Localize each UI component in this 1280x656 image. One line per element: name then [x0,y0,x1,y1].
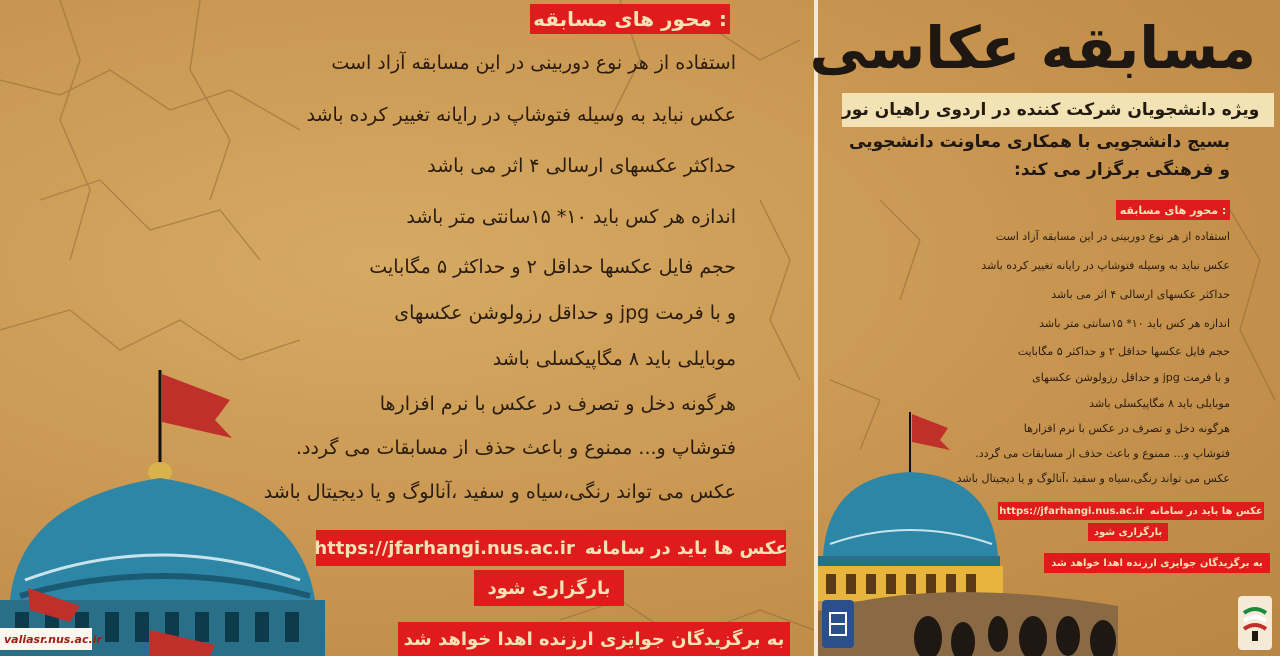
left-submit-url[interactable]: https://jfarhangi.nus.ac.ir [314,537,575,559]
right-rule-1: استفاده از هر نوع دوربینی در این مسابقه آزاد است [995,230,1230,243]
right-rule-10: عکس می تواند رنگی،سیاه و سفید ،آنالوگ و یا دیجیتال باشد [956,472,1230,485]
right-rule-7: موبایلی باید ۸ مگاپیکسلی باشد [1089,397,1230,410]
left-submit-bar [316,530,786,566]
poster-title: مسابقه عکاسی [809,14,1256,82]
mosque-dome-illustration [0,360,330,656]
site-watermark: valiasr.nus.ac.ir [0,628,92,650]
right-rule-9: فتوشاپ و... ممنوع و باعث حذف از مسابقات می گردد. [975,447,1230,460]
right-dome-illustration [818,406,1118,656]
right-rule-3: حداکثر عکسهای ارسالی ۴ اثر می باشد [1051,288,1230,301]
right-submit-url[interactable]: https://jfarhangi.nus.ac.ir [999,505,1145,517]
right-rule-5: حجم فایل عکسها حداقل ۲ و حداکثر ۵ مگابایت [1017,345,1230,358]
university-logo [822,600,854,648]
left-submit-text: عکس ها باید در سامانه [584,537,788,559]
right-rule-2: عکس نباید به وسیله فتوشاپ در رایانه تغییر کرده باشد [981,259,1230,272]
left-rule-3: حداکثر عکسهای ارسالی ۴ اثر می باشد [427,155,736,177]
right-rule-4: اندازه هر کس باید ۱۰* ۱۵سانتی متر باشد [1039,317,1230,330]
left-rule-9: فتوشاپ و... ممنوع و باعث حذف از مسابقات می گردد. [295,437,736,459]
left-rule-8: هرگونه دخل و تصرف در عکس با نرم افزارها [379,393,736,415]
right-rule-6: و با فرمت jpg و حداقل رزولوشن عکسهای [1032,371,1230,384]
left-rule-7: موبایلی باید ۸ مگاپیکسلی باشد [492,348,736,370]
left-upload-bar: بارگزاری شود [474,570,624,606]
left-rule-4: اندازه هر کس باید ۱۰* ۱۵سانتی متر باشد [406,206,736,228]
left-rule-6: و با فرمت jpg و حداقل رزولوشن عکسهای [394,302,736,324]
right-panel [809,0,1280,656]
left-rule-5: حجم فایل عکسها حداقل ۲ و حداکثر ۵ مگابایت [369,256,736,278]
poster-subtitle: ویژه دانشجویان شرکت کننده در اردوی راهیان نور [842,93,1274,127]
right-heading: محور های مسابقه : [1116,200,1230,220]
left-heading: محور های مسابقه : [530,4,730,34]
left-rule-10: عکس می تواند رنگی،سیاه و سفید ،آنالوگ و یا دیجیتال باشد [263,481,736,503]
organizer-line-1: بسیج دانشجویی با همکاری معاونت دانشجویی [849,132,1230,152]
organizer-line-2: و فرهنگی برگزار می کند: [1014,160,1230,180]
left-rule-1: استفاده از هر نوع دوربینی در این مسابقه آزاد است [331,52,736,74]
right-prize-bar: به برگزیدگان جوایزی ارزنده اهدا خواهد شد [1044,553,1270,573]
right-submit-bar [998,502,1264,520]
basij-logo [1238,596,1272,650]
left-prize-bar: به برگزیدگان جوایزی ارزنده اهدا خواهد شد [398,622,790,656]
right-upload-bar: بارگزاری شود [1088,523,1168,541]
right-rule-8: هرگونه دخل و تصرف در عکس با نرم افزارها [1023,422,1230,435]
left-rule-2: عکس نباید به وسیله فتوشاپ در رایانه تغییر کرده باشد [306,104,736,126]
right-submit-text: عکس ها باید در سامانه [1150,505,1263,517]
